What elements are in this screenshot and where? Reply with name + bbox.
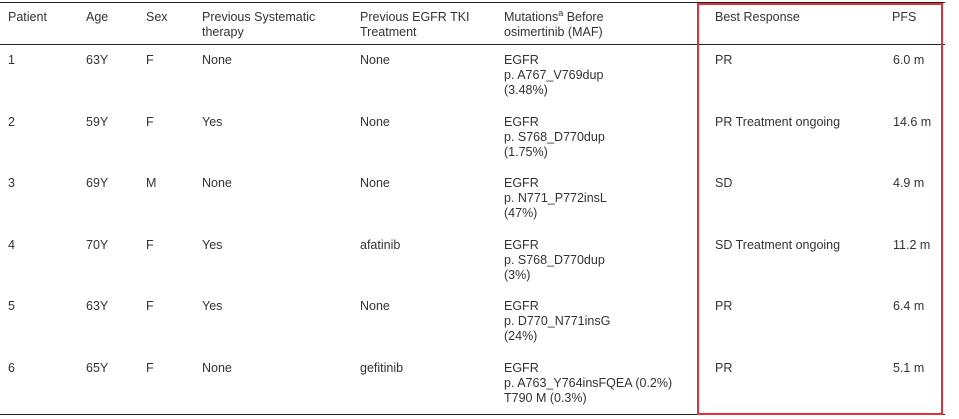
row-1-previous-egfr: None bbox=[360, 53, 390, 67]
row-4-pfs: 11.2 m bbox=[893, 238, 931, 252]
row-5-pfs: 6.4 m bbox=[893, 299, 925, 313]
header-patient: Patient bbox=[8, 10, 47, 24]
header-mutations-prefix: Mutations bbox=[504, 10, 559, 24]
row-2-mutation-maf: (1.75%) bbox=[504, 145, 548, 159]
row-2-age: 59Y bbox=[86, 115, 109, 129]
header-pfs: PFS bbox=[892, 10, 917, 24]
row-1-mutations bbox=[504, 53, 603, 98]
row-2-best-response: PR Treatment ongoing bbox=[715, 115, 841, 129]
row-6-mutations bbox=[504, 361, 672, 406]
row-6-previous-systematic: None bbox=[202, 361, 232, 375]
row-1-age: 63Y bbox=[86, 53, 109, 67]
row-3-mutation-variant: p. N771_P772insL bbox=[504, 191, 607, 205]
row-2-sex: F bbox=[146, 115, 154, 129]
row-6-previous-egfr: gefitinib bbox=[360, 361, 404, 375]
row-1-patient: 1 bbox=[8, 53, 15, 67]
row-6-best-response: PR bbox=[715, 361, 733, 375]
header-previous-egfr-line2: Treatment bbox=[360, 25, 417, 39]
row-5-patient: 5 bbox=[8, 299, 15, 313]
header-previous-systematic-line2: therapy bbox=[202, 25, 244, 39]
header-previous-systematic-therapy bbox=[202, 10, 315, 40]
header-previous-systematic-line1: Previous Systematic bbox=[202, 10, 316, 24]
row-3-mutation-gene: EGFR bbox=[504, 176, 539, 190]
row-2-mutation-gene: EGFR bbox=[504, 115, 539, 129]
header-previous-egfr-line1: Previous EGFR TKI bbox=[360, 10, 470, 24]
row-3-previous-systematic: None bbox=[202, 176, 232, 190]
row-2-patient: 2 bbox=[8, 115, 15, 129]
row-2-previous-egfr: None bbox=[360, 115, 390, 129]
row-2-mutations bbox=[504, 115, 605, 160]
row-4-previous-egfr: afatinib bbox=[360, 238, 401, 252]
row-4-age: 70Y bbox=[86, 238, 109, 252]
row-4-mutations bbox=[504, 238, 605, 283]
row-3-previous-egfr: None bbox=[360, 176, 390, 190]
row-6-pfs: 5.1 m bbox=[893, 361, 925, 375]
row-2-pfs: 14.6 m bbox=[893, 115, 932, 129]
row-6-patient: 6 bbox=[8, 361, 15, 375]
row-5-mutation-maf: (24%) bbox=[504, 329, 538, 343]
row-5-mutation-variant: p. D770_N771insG bbox=[504, 314, 611, 328]
row-1-pfs: 6.0 m bbox=[893, 53, 925, 67]
row-4-best-response: SD Treatment ongoing bbox=[715, 238, 841, 252]
header-best-response: Best Response bbox=[715, 10, 800, 24]
row-3-best-response: SD bbox=[715, 176, 733, 190]
header-previous-egfr-tki bbox=[360, 10, 470, 40]
header-sex: Sex bbox=[146, 10, 168, 24]
row-1-sex: F bbox=[146, 53, 154, 67]
header-age: Age bbox=[86, 10, 109, 24]
row-1-best-response: PR bbox=[715, 53, 733, 67]
row-5-mutation-gene: EGFR bbox=[504, 299, 539, 313]
header-mutations bbox=[504, 7, 604, 40]
row-4-previous-systematic: Yes bbox=[202, 238, 223, 252]
row-6-mutation-variant: p. A763_Y764insFQEA (0.2%) bbox=[504, 376, 673, 390]
row-6-mutation-maf: T790 M (0.3%) bbox=[504, 391, 587, 405]
row-5-best-response: PR bbox=[715, 299, 733, 313]
row-3-patient: 3 bbox=[8, 176, 15, 190]
header-mutations-line1 bbox=[504, 7, 604, 25]
row-3-age: 69Y bbox=[86, 176, 109, 190]
header-mutations-footnote: a bbox=[558, 7, 564, 18]
row-6-sex: F bbox=[146, 361, 154, 375]
row-5-sex: F bbox=[146, 299, 154, 313]
row-5-previous-systematic: Yes bbox=[202, 299, 223, 313]
header-mutations-suffix: Before bbox=[563, 10, 604, 24]
row-4-mutation-gene: EGFR bbox=[504, 238, 539, 252]
row-2-mutation-variant: p. S768_D770dup bbox=[504, 130, 605, 144]
row-5-mutations bbox=[504, 299, 610, 344]
row-3-mutation-maf: (47%) bbox=[504, 206, 538, 220]
row-4-patient: 4 bbox=[8, 238, 15, 252]
row-6-mutation-gene: EGFR bbox=[504, 361, 539, 375]
row-1-mutation-gene: EGFR bbox=[504, 53, 539, 67]
row-3-sex: M bbox=[146, 176, 157, 190]
row-5-age: 63Y bbox=[86, 299, 109, 313]
header-mutations-line2: osimertinib (MAF) bbox=[504, 25, 603, 39]
row-1-mutation-variant: p. A767_V769dup bbox=[504, 68, 604, 82]
row-5-previous-egfr: None bbox=[360, 299, 390, 313]
row-3-pfs: 4.9 m bbox=[893, 176, 925, 190]
row-3-mutations bbox=[504, 176, 607, 221]
response-pfs-highlight-box bbox=[697, 3, 943, 415]
row-4-sex: F bbox=[146, 238, 154, 252]
row-6-age: 65Y bbox=[86, 361, 109, 375]
row-1-mutation-maf: (3.48%) bbox=[504, 83, 548, 97]
row-4-mutation-variant: p. S768_D770dup bbox=[504, 253, 605, 267]
row-4-mutation-maf: (3%) bbox=[504, 268, 531, 282]
row-1-previous-systematic: None bbox=[202, 53, 232, 67]
row-2-previous-systematic: Yes bbox=[202, 115, 223, 129]
